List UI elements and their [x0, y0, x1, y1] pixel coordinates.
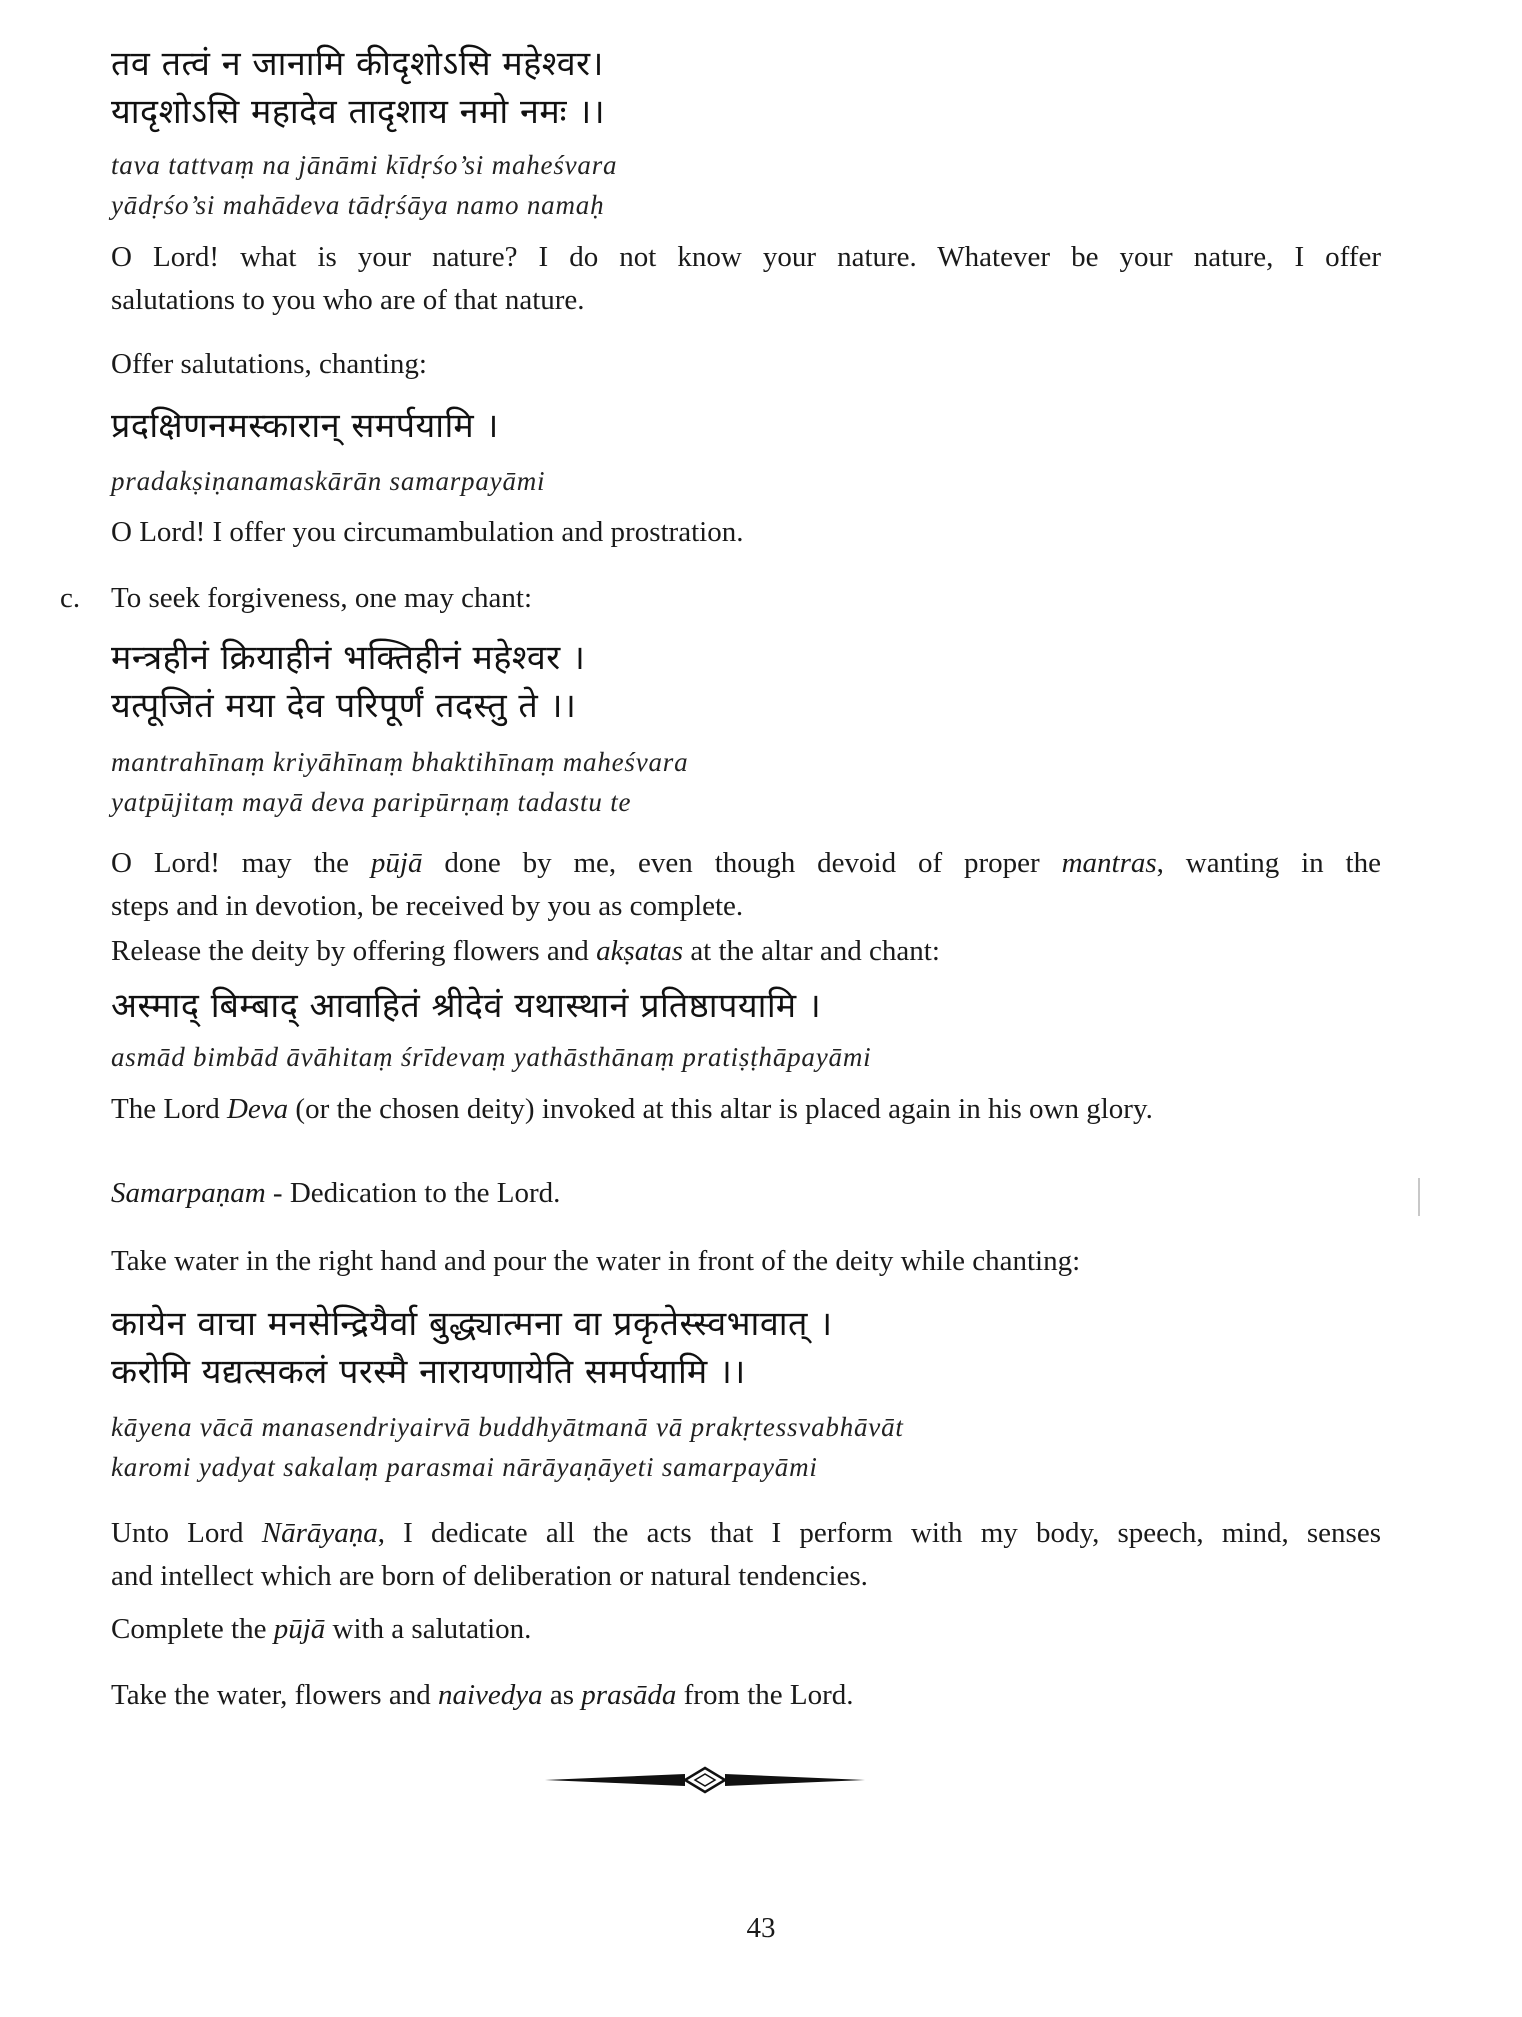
instruction-release-deity	[111, 930, 1391, 973]
verse-devanagari-1	[111, 40, 1391, 136]
text-run: from the Lord.	[676, 1679, 854, 1711]
transliteration-2: pradakṣiṇanamaskārān samarpayāmi	[111, 466, 546, 496]
text-run-italic: prasāda	[581, 1679, 677, 1711]
text-run-italic: pūjā	[370, 847, 423, 879]
verse-line: यादृशोऽसि महादेव तादृशाय नमो नमः ।।	[111, 92, 606, 132]
text-run-italic: mantras	[1061, 847, 1157, 879]
translation-1	[111, 236, 1381, 322]
translation-2: O Lord! I offer you circumambulation and prostration.	[111, 516, 744, 548]
instruction-prasada	[111, 1674, 1391, 1717]
text-run-italic: Nārāyaṇa	[261, 1517, 378, 1549]
text-run-italic: Samarpaṇam	[111, 1177, 266, 1209]
translation-line: and intellect which are born of deliberation or natural tendencies.	[111, 1560, 868, 1592]
scan-mark	[1418, 1178, 1420, 1216]
instruction-complete-puja	[111, 1608, 1391, 1651]
translation-3	[111, 842, 1381, 928]
text-run: , wanting in the	[1156, 847, 1381, 879]
instruction-salutations: Offer salutations, chanting:	[111, 348, 427, 380]
text-run: with a salutation.	[325, 1613, 532, 1645]
translation-line: salutations to you who are of that nature.	[111, 284, 585, 316]
instruction-forgiveness: To seek forgiveness, one may chant:	[111, 582, 533, 614]
text-run-italic: akṣatas	[596, 935, 684, 967]
text-run: Take the water, flowers and	[111, 1679, 438, 1711]
transliteration-3	[111, 742, 1391, 822]
page-number: 43	[746, 1912, 776, 1944]
verse-line: मन्त्रहीनं क्रियाहीनं भक्तिहीनं महेश्वर ।	[111, 638, 586, 678]
instruction-pour-water: Take water in the right hand and pour the water in front of the deity while chanting:	[111, 1245, 1081, 1277]
translation-line	[111, 842, 1381, 885]
translation-line: O Lord! what is your nature? I do not know your nature. Whatever be your nature, I offer	[111, 241, 1381, 273]
text-run: Release the deity by offering flowers and	[111, 935, 597, 967]
transliteration-1	[111, 145, 1391, 225]
text-run: Unto Lord	[111, 1517, 262, 1549]
verse-line: कायेन वाचा मनसेन्द्रियैर्वा बुद्ध्यात्मना वा प्रकृतेस्स्वभावात् ।	[111, 1304, 833, 1344]
transliteration-line: yādṛśo’si mahādeva tādṛśāya namo namaḥ	[111, 190, 605, 220]
text-run: - Dedication to the Lord.	[265, 1177, 561, 1209]
transliteration-line: yatpūjitaṃ mayā deva paripūrṇaṃ tadastu te	[111, 787, 632, 817]
verse-devanagari-2: प्रदक्षिणनमस्कारान् समर्पयामि ।	[111, 406, 499, 446]
transliteration-line: tava tattvaṃ na jānāmi kīdṛśo’si maheśvara	[111, 150, 618, 180]
transliteration-line: kāyena vācā manasendriyairvā buddhyātmanā vā prakṛtessvabhāvāt	[111, 1412, 904, 1442]
verse-line: करोमि यद्यत्सकलं परस्मै नारायणायेति समर्पयामि ।।	[111, 1352, 746, 1392]
list-marker-c: c.	[60, 582, 81, 614]
text-run-italic: naivedya	[437, 1679, 543, 1711]
transliteration-line: karomi yadyat sakalaṃ parasmai nārāyaṇāyeti samarpayāmi	[111, 1452, 818, 1482]
transliteration-4: asmād bimbād āvāhitaṃ śrīdevaṃ yathāsthānaṃ pratiṣṭhāpayāmi	[111, 1042, 872, 1072]
text-run: Complete the	[111, 1613, 274, 1645]
text-run: as	[542, 1679, 582, 1711]
text-run: at the altar and chant:	[683, 935, 940, 967]
translation-4	[111, 1088, 1391, 1131]
ornament-divider-icon	[545, 1765, 865, 1795]
text-run-italic: pūjā	[273, 1613, 326, 1645]
text-run: (or the chosen deity) invoked at this altar is placed again in his own glory.	[288, 1093, 1153, 1125]
verse-devanagari-3	[111, 634, 1391, 730]
translation-5	[111, 1512, 1381, 1598]
translation-line	[111, 1512, 1381, 1555]
verse-devanagari-5	[111, 1300, 1391, 1396]
text-run: , I dedicate all the acts that I perform with my body, speech, mind, senses	[377, 1517, 1381, 1549]
verse-devanagari-4: अस्माद् बिम्बाद् आवाहितं श्रीदेवं यथास्थानं प्रतिष्ठापयामि ।	[111, 986, 822, 1026]
section-heading-samarpanam	[111, 1172, 1391, 1215]
text-run: O Lord! may the	[111, 847, 371, 879]
text-run-italic: Deva	[226, 1093, 289, 1125]
translation-line: steps and in devotion, be received by you as complete.	[111, 890, 744, 922]
transliteration-line: mantrahīnaṃ kriyāhīnaṃ bhaktihīnaṃ maheśvara	[111, 747, 689, 777]
text-run: done by me, even though devoid of proper	[422, 847, 1062, 879]
verse-line: तव तत्वं न जानामि कीदृशोऽसि महेश्वर।	[111, 44, 604, 84]
transliteration-5	[111, 1407, 1391, 1487]
verse-line: यत्पूजितं मया देव परिपूर्णं तदस्तु ते ।।	[111, 686, 577, 726]
text-run: The Lord	[111, 1093, 227, 1125]
